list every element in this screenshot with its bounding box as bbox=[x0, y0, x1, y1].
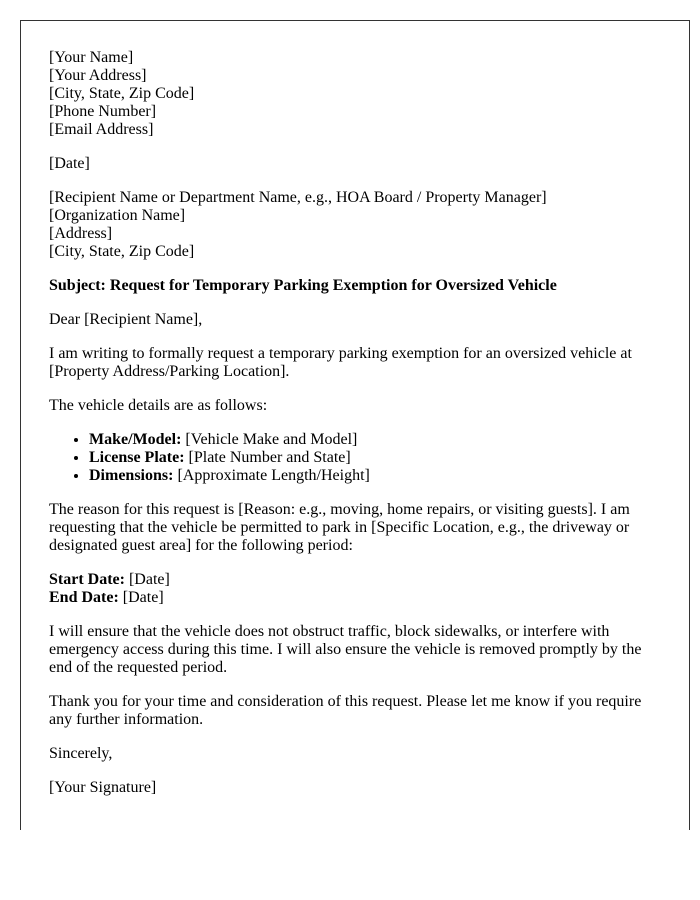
sender-phone: [Phone Number] bbox=[49, 103, 157, 120]
start-date-value: [Date] bbox=[124, 571, 170, 588]
salutation: Dear [Recipient Name], bbox=[49, 311, 203, 328]
reason-paragraph: The reason for this request is [Reason: e.g., moving, home repairs, or visiting guests]. I am requesting that the vehicle be permitted to park in [Specific Location, e.g., the driveway or designated guest area] for the following period: bbox=[49, 501, 630, 554]
list-item-dimensions bbox=[89, 467, 661, 485]
dimensions-label: Dimensions: bbox=[89, 467, 174, 484]
recipient-organization: [Organization Name] bbox=[49, 207, 186, 224]
make-model-label: Make/Model: bbox=[89, 431, 182, 448]
sender-address: [Your Address] bbox=[49, 67, 147, 84]
recipient-address: [Address] bbox=[49, 225, 113, 242]
period-block bbox=[49, 571, 661, 607]
letter-date: [Date] bbox=[49, 155, 90, 172]
license-plate-value: [Plate Number and State] bbox=[184, 449, 351, 466]
make-model-value: [Vehicle Make and Model] bbox=[181, 431, 358, 448]
license-plate-label: License Plate: bbox=[89, 449, 185, 466]
end-date-value: [Date] bbox=[118, 589, 164, 606]
dimensions-value: [Approximate Length/Height] bbox=[173, 467, 370, 484]
list-item-make-model bbox=[89, 431, 661, 449]
end-date-label: End Date: bbox=[49, 589, 119, 606]
signature: [Your Signature] bbox=[49, 779, 157, 796]
start-date-line bbox=[49, 571, 661, 589]
sender-name: [Your Name] bbox=[49, 49, 134, 66]
list-item-license-plate bbox=[89, 449, 661, 467]
sender-address-block bbox=[49, 49, 661, 139]
start-date-label: Start Date: bbox=[49, 571, 125, 588]
closing: Sincerely, bbox=[49, 745, 113, 762]
letter-page bbox=[20, 20, 690, 830]
recipient-city-state-zip: [City, State, Zip Code] bbox=[49, 243, 195, 260]
end-date-line bbox=[49, 589, 661, 607]
details-intro: The vehicle details are as follows: bbox=[49, 397, 268, 414]
sender-city-state-zip: [City, State, Zip Code] bbox=[49, 85, 195, 102]
intro-paragraph: I am writing to formally request a temporary parking exemption for an oversized vehicle at [Property Address/Parking Location]. bbox=[49, 345, 632, 380]
assurance-paragraph: I will ensure that the vehicle does not obstruct traffic, block sidewalks, or interfere with emergency access during this time. I will also ensure the vehicle is removed promptly by the end of the requested period. bbox=[49, 623, 642, 676]
subject-line: Subject: Request for Temporary Parking Exemption for Oversized Vehicle bbox=[49, 277, 557, 294]
thanks-paragraph: Thank you for your time and consideration of this request. Please let me know if you require any further information. bbox=[49, 693, 642, 728]
sender-email: [Email Address] bbox=[49, 121, 154, 138]
recipient-address-block bbox=[49, 189, 661, 261]
recipient-name: [Recipient Name or Department Name, e.g., HOA Board / Property Manager] bbox=[49, 189, 547, 206]
vehicle-details-list bbox=[49, 431, 661, 485]
